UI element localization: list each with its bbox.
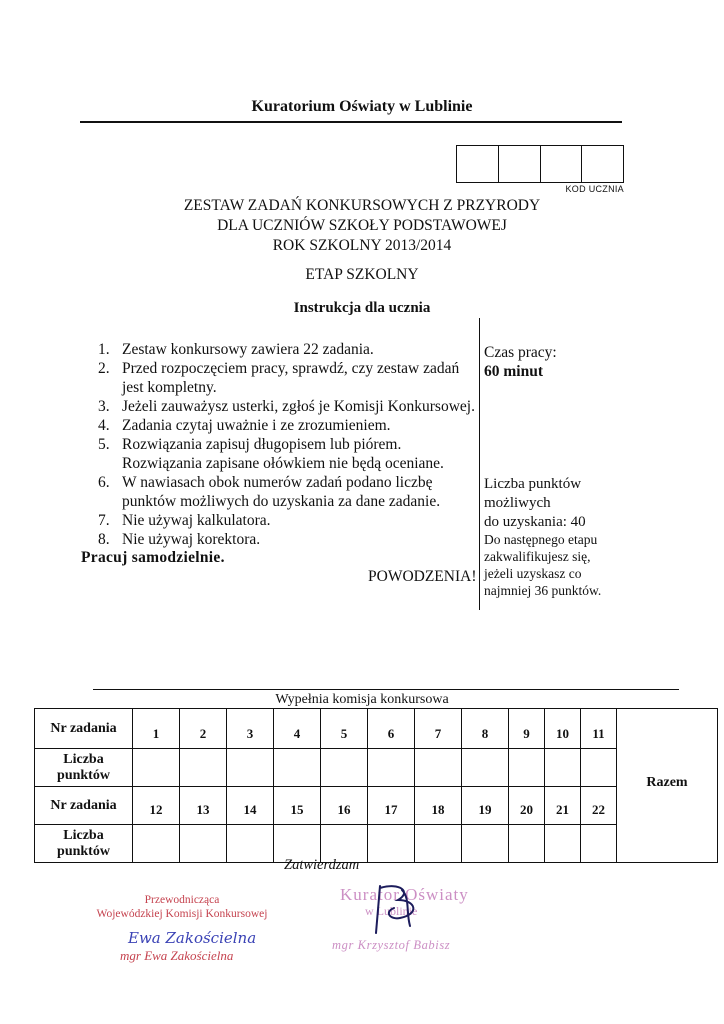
committee-divider [93, 689, 679, 690]
instructions-heading: Instrukcja dla ucznia [293, 300, 431, 316]
task-number-cell: 4 [274, 709, 321, 749]
work-alone-note: Pracuj samodzielnie. [81, 549, 225, 566]
time-info [484, 343, 557, 381]
points-line: Liczba punktów [484, 476, 582, 492]
task-number-cell: 2 [180, 709, 227, 749]
points-input-cell[interactable] [227, 825, 274, 863]
points-input-cell[interactable] [509, 749, 545, 787]
item-text: Rozwiązania zapisuj długopisem lub piórem. Rozwiązania zapisane ołówkiem nie będą oceniane. [122, 436, 444, 472]
student-code-cell[interactable] [499, 146, 541, 182]
item-number: 1. [98, 341, 110, 358]
list-item [98, 397, 478, 416]
points-input-cell[interactable] [581, 825, 617, 863]
list-item [98, 416, 478, 435]
list-item [98, 359, 478, 397]
list-item [98, 340, 478, 359]
title-line: DLA UCZNIÓW SZKOŁY PODSTAWOWEJ [217, 217, 507, 234]
points-input-cell[interactable] [180, 825, 227, 863]
curator-stamp-line: w Lublinie [365, 904, 418, 918]
task-number-cell: 3 [227, 709, 274, 749]
table-row [35, 787, 718, 825]
list-item [98, 511, 478, 530]
task-number-cell: 21 [545, 787, 581, 825]
list-item [98, 530, 478, 549]
points-input-cell[interactable] [321, 749, 368, 787]
title-line: ROK SZKOLNY 2013/2014 [272, 237, 452, 254]
good-luck-text: POWODZENIA! [368, 568, 477, 585]
task-number-cell: 10 [545, 709, 581, 749]
task-number-cell: 22 [581, 787, 617, 825]
item-text: Jeżeli zauważysz usterki, zgłoś je Komisji Konkursowej. [122, 398, 475, 415]
row-label-task-number: Nr zadania [35, 787, 133, 825]
item-number: 3. [98, 398, 110, 415]
qualification-line: zakwalifikujesz się, [484, 549, 591, 564]
row-label-points: Liczba punktów [35, 825, 133, 863]
header-divider [80, 121, 622, 123]
points-input-cell[interactable] [368, 749, 415, 787]
time-label: Czas pracy: [484, 344, 557, 361]
row-label-points: Liczba punktów [35, 749, 133, 787]
task-number-cell: 16 [321, 787, 368, 825]
stage-label: ETAP SZKOLNY [305, 266, 419, 283]
score-table [34, 708, 718, 863]
task-number-cell: 6 [368, 709, 415, 749]
points-input-cell[interactable] [368, 825, 415, 863]
points-input-cell[interactable] [133, 825, 180, 863]
curator-signature-icon [350, 878, 440, 938]
points-input-cell[interactable] [509, 825, 545, 863]
points-info [484, 475, 586, 532]
document-title [0, 196, 724, 256]
column-divider [479, 318, 480, 610]
table-row [35, 749, 718, 787]
points-input-cell[interactable] [133, 749, 180, 787]
points-input-cell[interactable] [545, 749, 581, 787]
header-title: Kuratorium Oświaty w Lublinie [251, 98, 473, 115]
task-number-cell: 14 [227, 787, 274, 825]
task-number-cell: 13 [180, 787, 227, 825]
points-input-cell[interactable] [462, 749, 509, 787]
student-code-cell[interactable] [582, 146, 623, 182]
item-number: 7. [98, 512, 110, 529]
student-code-label: KOD UCZNIA [565, 184, 624, 194]
chairperson-name: mgr Ewa Zakościelna [120, 948, 234, 963]
chairperson-stamp [90, 893, 274, 921]
item-text: Zestaw konkursowy zawiera 22 zadania. [122, 341, 374, 358]
student-code-cell[interactable] [457, 146, 499, 182]
stamp-line: Wojewódzkiej Komisji Konkursowej [96, 908, 268, 920]
task-number-cell: 9 [509, 709, 545, 749]
task-number-cell: 8 [462, 709, 509, 749]
item-text: W nawiasach obok numerów zadań podano liczbę punktów możliwych do uzyskania za dane zadanie. [122, 474, 441, 510]
student-code-cell[interactable] [541, 146, 583, 182]
item-text: Zadania czytaj uważnie i ze zrozumieniem. [122, 417, 391, 434]
points-input-cell[interactable] [274, 749, 321, 787]
item-number: 2. [98, 360, 110, 377]
task-number-cell: 20 [509, 787, 545, 825]
qualification-line: Do następnego etapu [484, 532, 598, 547]
time-value: 60 minut [484, 363, 543, 380]
total-cell[interactable]: Razem [617, 709, 718, 863]
points-input-cell[interactable] [545, 825, 581, 863]
instructions-list [98, 340, 478, 549]
item-number: 6. [98, 474, 110, 491]
title-line: ZESTAW ZADAŃ KONKURSOWYCH Z PRZYRODY [183, 197, 541, 214]
task-number-cell: 17 [368, 787, 415, 825]
list-item [98, 435, 478, 473]
task-number-cell: 11 [581, 709, 617, 749]
task-number-cell: 19 [462, 787, 509, 825]
item-number: 5. [98, 436, 110, 453]
task-number-cell: 15 [274, 787, 321, 825]
committee-label: Wypełnia komisja konkursowa [275, 692, 449, 707]
item-text: Przed rozpoczęciem pracy, sprawdź, czy zestaw zadań jest kompletny. [122, 360, 460, 396]
task-number-cell: 7 [415, 709, 462, 749]
curator-stamp-line: Kurator Oświaty [340, 885, 469, 904]
curator-name: mgr Krzysztof Babisz [332, 938, 451, 952]
points-input-cell[interactable] [227, 749, 274, 787]
points-line: do uzyskania: 40 [484, 514, 586, 530]
list-item [98, 473, 478, 511]
task-number-cell: 12 [133, 787, 180, 825]
task-number-cell: 5 [321, 709, 368, 749]
item-text: Nie używaj korektora. [122, 531, 261, 548]
item-number: 8. [98, 531, 110, 548]
approval-label: Zatwierdzam [284, 857, 360, 873]
points-input-cell[interactable] [462, 825, 509, 863]
points-input-cell[interactable] [415, 825, 462, 863]
points-input-cell[interactable] [180, 749, 227, 787]
student-code-boxes [456, 145, 624, 183]
task-number-cell: 18 [415, 787, 462, 825]
points-input-cell[interactable] [415, 749, 462, 787]
chairperson-signature: Ewa Zakościelna [128, 929, 257, 947]
qualification-line: jeżeli uzyskasz co [484, 566, 582, 581]
stamp-line: Przewodnicząca [144, 894, 220, 906]
qualification-line: najmniej 36 punktów. [484, 583, 602, 598]
points-line: możliwych [484, 495, 551, 511]
qualification-info [484, 531, 601, 599]
task-number-cell: 1 [133, 709, 180, 749]
item-text: Nie używaj kalkulatora. [122, 512, 271, 529]
item-number: 4. [98, 417, 110, 434]
table-row [35, 825, 718, 863]
points-input-cell[interactable] [581, 749, 617, 787]
table-row [35, 709, 718, 749]
row-label-task-number: Nr zadania [35, 709, 133, 749]
